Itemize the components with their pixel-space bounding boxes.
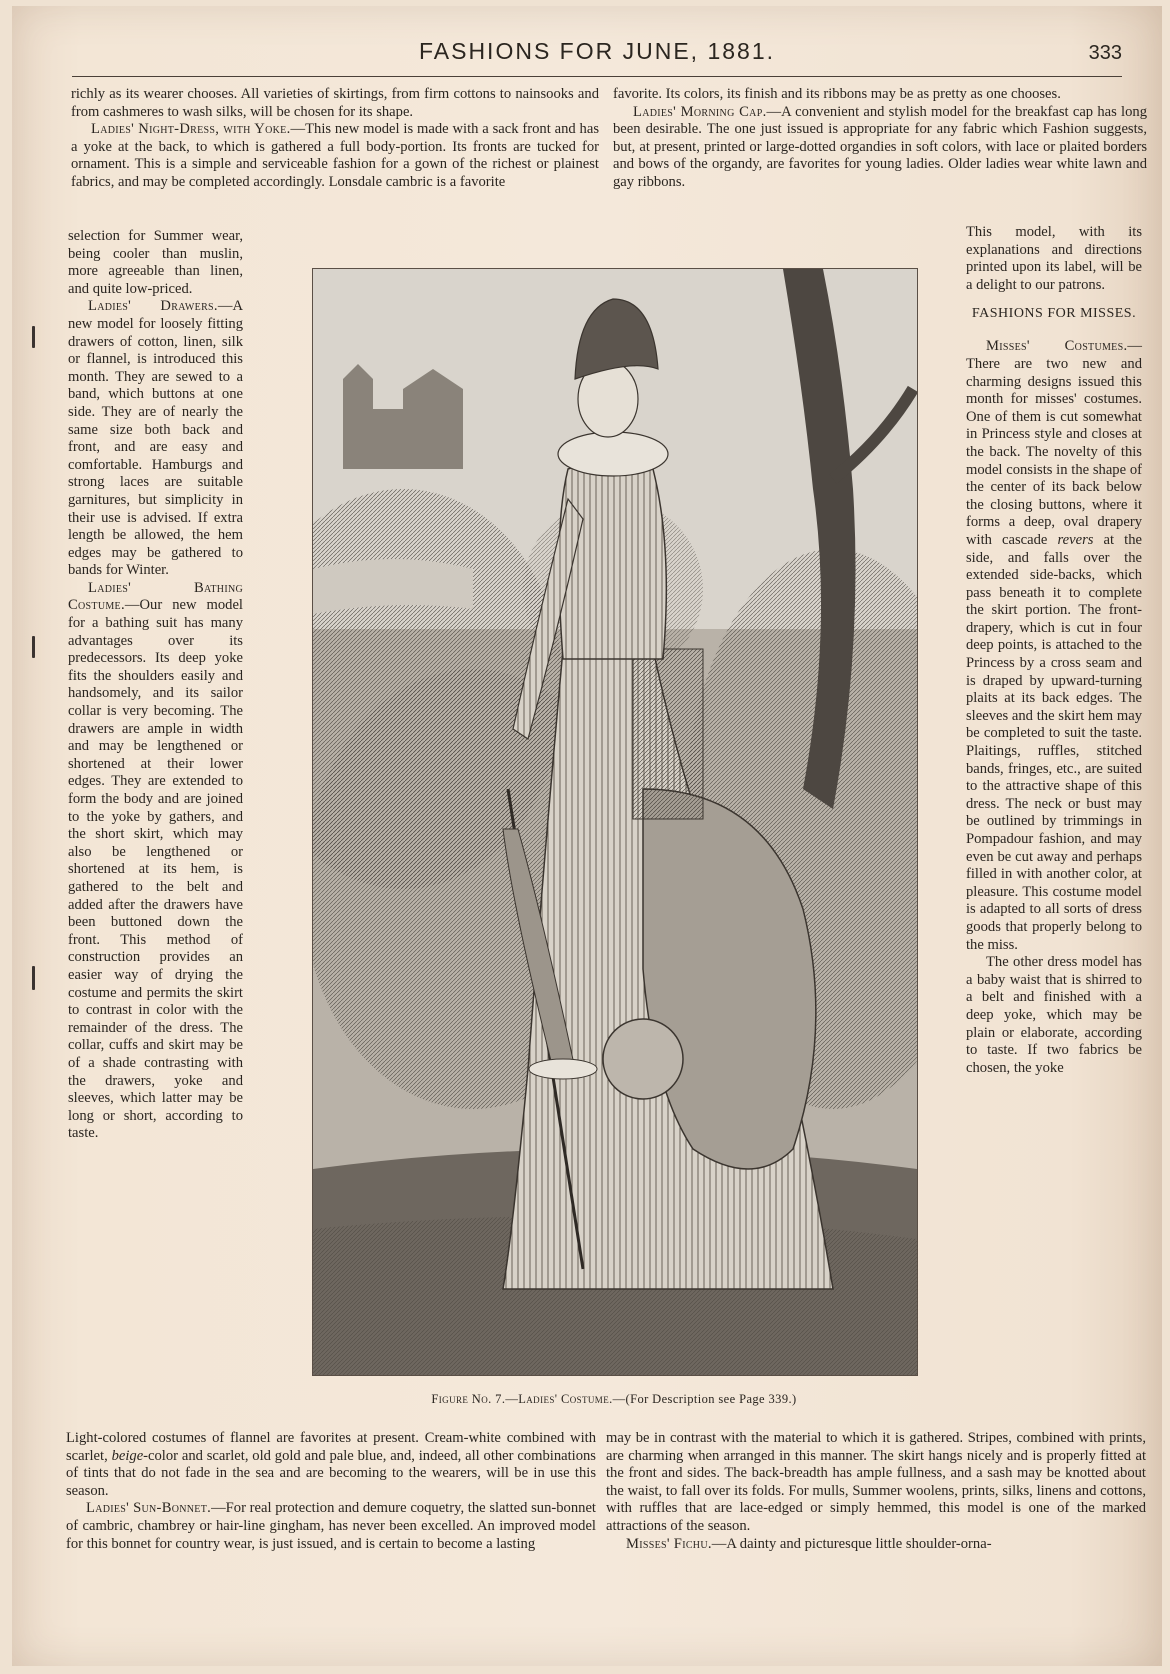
figure-caption — [312, 1392, 916, 1407]
drawers-heading: Ladies' Drawers. — [88, 298, 218, 315]
section-heading-misses: FASHIONS FOR MISSES. — [971, 306, 1137, 322]
fichu-text: —A dainty and picturesque little shoulder-orna- — [711, 1535, 992, 1552]
cap-continuation: This model, with its explanations and directions printed upon its label, will be a delight to our patrons. — [966, 224, 1142, 293]
caption-note: —(For Description see Page 339.) — [612, 1392, 797, 1406]
flannel-paragraph — [66, 1430, 596, 1500]
page-number: 333 — [1088, 42, 1122, 64]
running-title: FASHIONS FOR JUNE, 1881. — [418, 38, 776, 64]
engraving-illustration — [313, 269, 917, 1375]
binding-mark — [32, 636, 35, 658]
magazine-page — [12, 6, 1162, 1666]
binding-mark — [32, 326, 35, 348]
misses-costumes-text: —There are two new and charming designs issued this month for misses' costumes. One of them is cut somewhat in Princess style and closes at the back. The novelty of this model consists in the shape of the center of its back below the closing buttons, where it forms a deep, oval drapery with cascade — [966, 338, 1142, 548]
night-dress-continuation: selection for Summer wear, being cooler than muslin, more agreeable than linen, and quite low-priced. — [68, 228, 243, 297]
fashion-engraving — [312, 268, 918, 1376]
top-right-column — [613, 86, 1147, 192]
bathing-text: —Our new model for a bathing suit has many advantages over its predecessors. Its deep yoke fits the shoulders easily and handsomely, and its sailor collar is very becoming. The drawers are ample in width and may be lengthened or shortened at their lower edges. They are extended to form the body and are joined to the yoke by gathers, and the short skirt, which may also be lengthened or shortened at its hem, is gathered to the belt and added after the drawers have been buttoned down the front. This method of construction provides an easier way of drying the costume and permits the skirt to contrast in color with the remainder of the dress. The collar, cuffs and skirt may be of a shade contrasting with the drawers, yoke and sleeves, which latter may be long or short, according to taste. — [68, 597, 243, 1142]
other-dress-paragraph: The other dress model has a baby waist that is shirred to a belt and finished with a deep yoke, which may be plain or elaborate, according to taste. If two fabrics be chosen, the yoke — [966, 954, 1142, 1076]
cap-heading: Ladies' Morning Cap. — [633, 103, 767, 120]
bottom-right-column — [606, 1430, 1146, 1553]
night-dress-heading: Ladies' Night-Dress, with Yoke. — [91, 121, 291, 138]
sunbonnet-continuation: favorite. Its colors, its finish and its ribbons may be as pretty as one chooses. — [613, 86, 1061, 102]
paragraph-continuation: richly as its wearer chooses. All varieties of skirtings, from firm cottons to nainsooks and from cashmeres to wash silks, will be chosen for its shape. — [71, 86, 599, 120]
left-narrow-column — [68, 228, 243, 1143]
drapery-rosette — [603, 1019, 683, 1099]
bottom-left-column — [66, 1430, 596, 1553]
sunbonnet-text: —For real protection and demure coquetry, the slatted sun-bonnet of cambric, chambrey or hair-line gingham, has never been excelled. An improved model for this bonnet for country wear, is just issued, and is certain to become a lasting — [66, 1500, 596, 1552]
fichu-heading: Misses' Fichu. — [626, 1535, 712, 1552]
top-left-column — [71, 86, 599, 192]
flannel-text-2: -color and scarlet, old gold and pale blue, and, indeed, all other combinations of tints that do not fade in the sea and are becoming to the wearers, will be in use this season. — [66, 1447, 596, 1499]
flannel-text: Light-colored costumes of flannel are favorites at present. Cream-white combined with scarlet, — [66, 1430, 596, 1464]
binding-mark — [32, 966, 35, 990]
bathing-heading: Ladies' Bathing Costume. — [68, 579, 243, 614]
caption-label: Figure No. 7.—Ladies' Costume. — [431, 1392, 613, 1406]
fichu-paragraph — [606, 1536, 1146, 1554]
cap-paragraph — [613, 104, 1147, 192]
cap-text: —A convenient and stylish model for the breakfast cap has long been desirable. The one just issued is appropriate for any fabric which Fashion suggests, but, at present, printed or large-dotted organdies in soft colors, with lace or plaited borders and bows of the organdy, are favorites for young ladies. Older ladies wear white lawn and gay ribbons. — [613, 103, 1147, 190]
misses-costumes-heading: Misses' Costumes. — [986, 338, 1128, 355]
drawers-paragraph — [68, 298, 243, 580]
sunbonnet-heading: Ladies' Sun-Bonnet. — [86, 1500, 212, 1517]
misses-costumes-paragraph — [966, 338, 1142, 954]
page-header — [72, 36, 1122, 77]
misses-costumes-text-2: at the side, and falls over the extended side-backs, which pass beneath it to complete the skirt portion. The front-drapery, which is cut in four deep points, is attached to the Princess by a cross seam and is draped by upward-turning plaits at its back edges. The sleeves and the skirt hem may be completed to suit the taste. Plaitings, ruffles, stitched bands, fringes, etc., are suited to the attractive shape of this dress. The neck or bust may be outlined by trimmings in Pompadour fashion, and may even be cut away and perhaps filled in with another color, at pleasure. This costume model is adapted to all sorts of dress goods that properly belong to the miss. — [966, 531, 1142, 953]
misses-costumes-emphasis: revers — [1057, 531, 1094, 548]
sunbonnet-paragraph — [66, 1500, 596, 1553]
night-dress-paragraph — [71, 121, 599, 191]
drawers-text: —A new model for loosely fitting drawers of cotton, linen, silk or flannel, is introduced this month. They are sewed to a band, which buttons at one side. They are of nearly the same size both back and front, and are easy and comfortable. Hamburgs and strong laces are suitable garnitures, but simplicity in their use is advised. If extra length be allowed, the hem edges may be gathered to bands for Winter. — [68, 298, 243, 579]
flannel-emphasis: beige — [111, 1447, 144, 1464]
dress-bodice — [559, 462, 666, 660]
right-narrow-column — [966, 224, 1142, 1077]
night-dress-text: —This new model is made with a sack front and has a yoke at the back, to which is gathered a full body-portion. Its fronts are tucked for ornament. This is a simple and serviceable fashion for a gown of the richest or plainest fabrics, and may be completed accordingly. Lonsdale cambric is a favorite — [71, 121, 599, 190]
other-dress-continuation: may be in contrast with the material to which it is gathered. Stripes, combined with prints, are charming when arranged in this manner. The skirt hangs nicely and is properly fitted at the front and sides. The back-breadth has ample fullness, and a sash may be knotted about the waist, to fall over its folds. For mulls, Summer woolens, prints, silks, linens and cottons, with ruffles that are lace-edged or simply hemmed, this model is one of the marked attractions of the season. — [606, 1430, 1146, 1534]
bathing-paragraph — [68, 580, 243, 1143]
